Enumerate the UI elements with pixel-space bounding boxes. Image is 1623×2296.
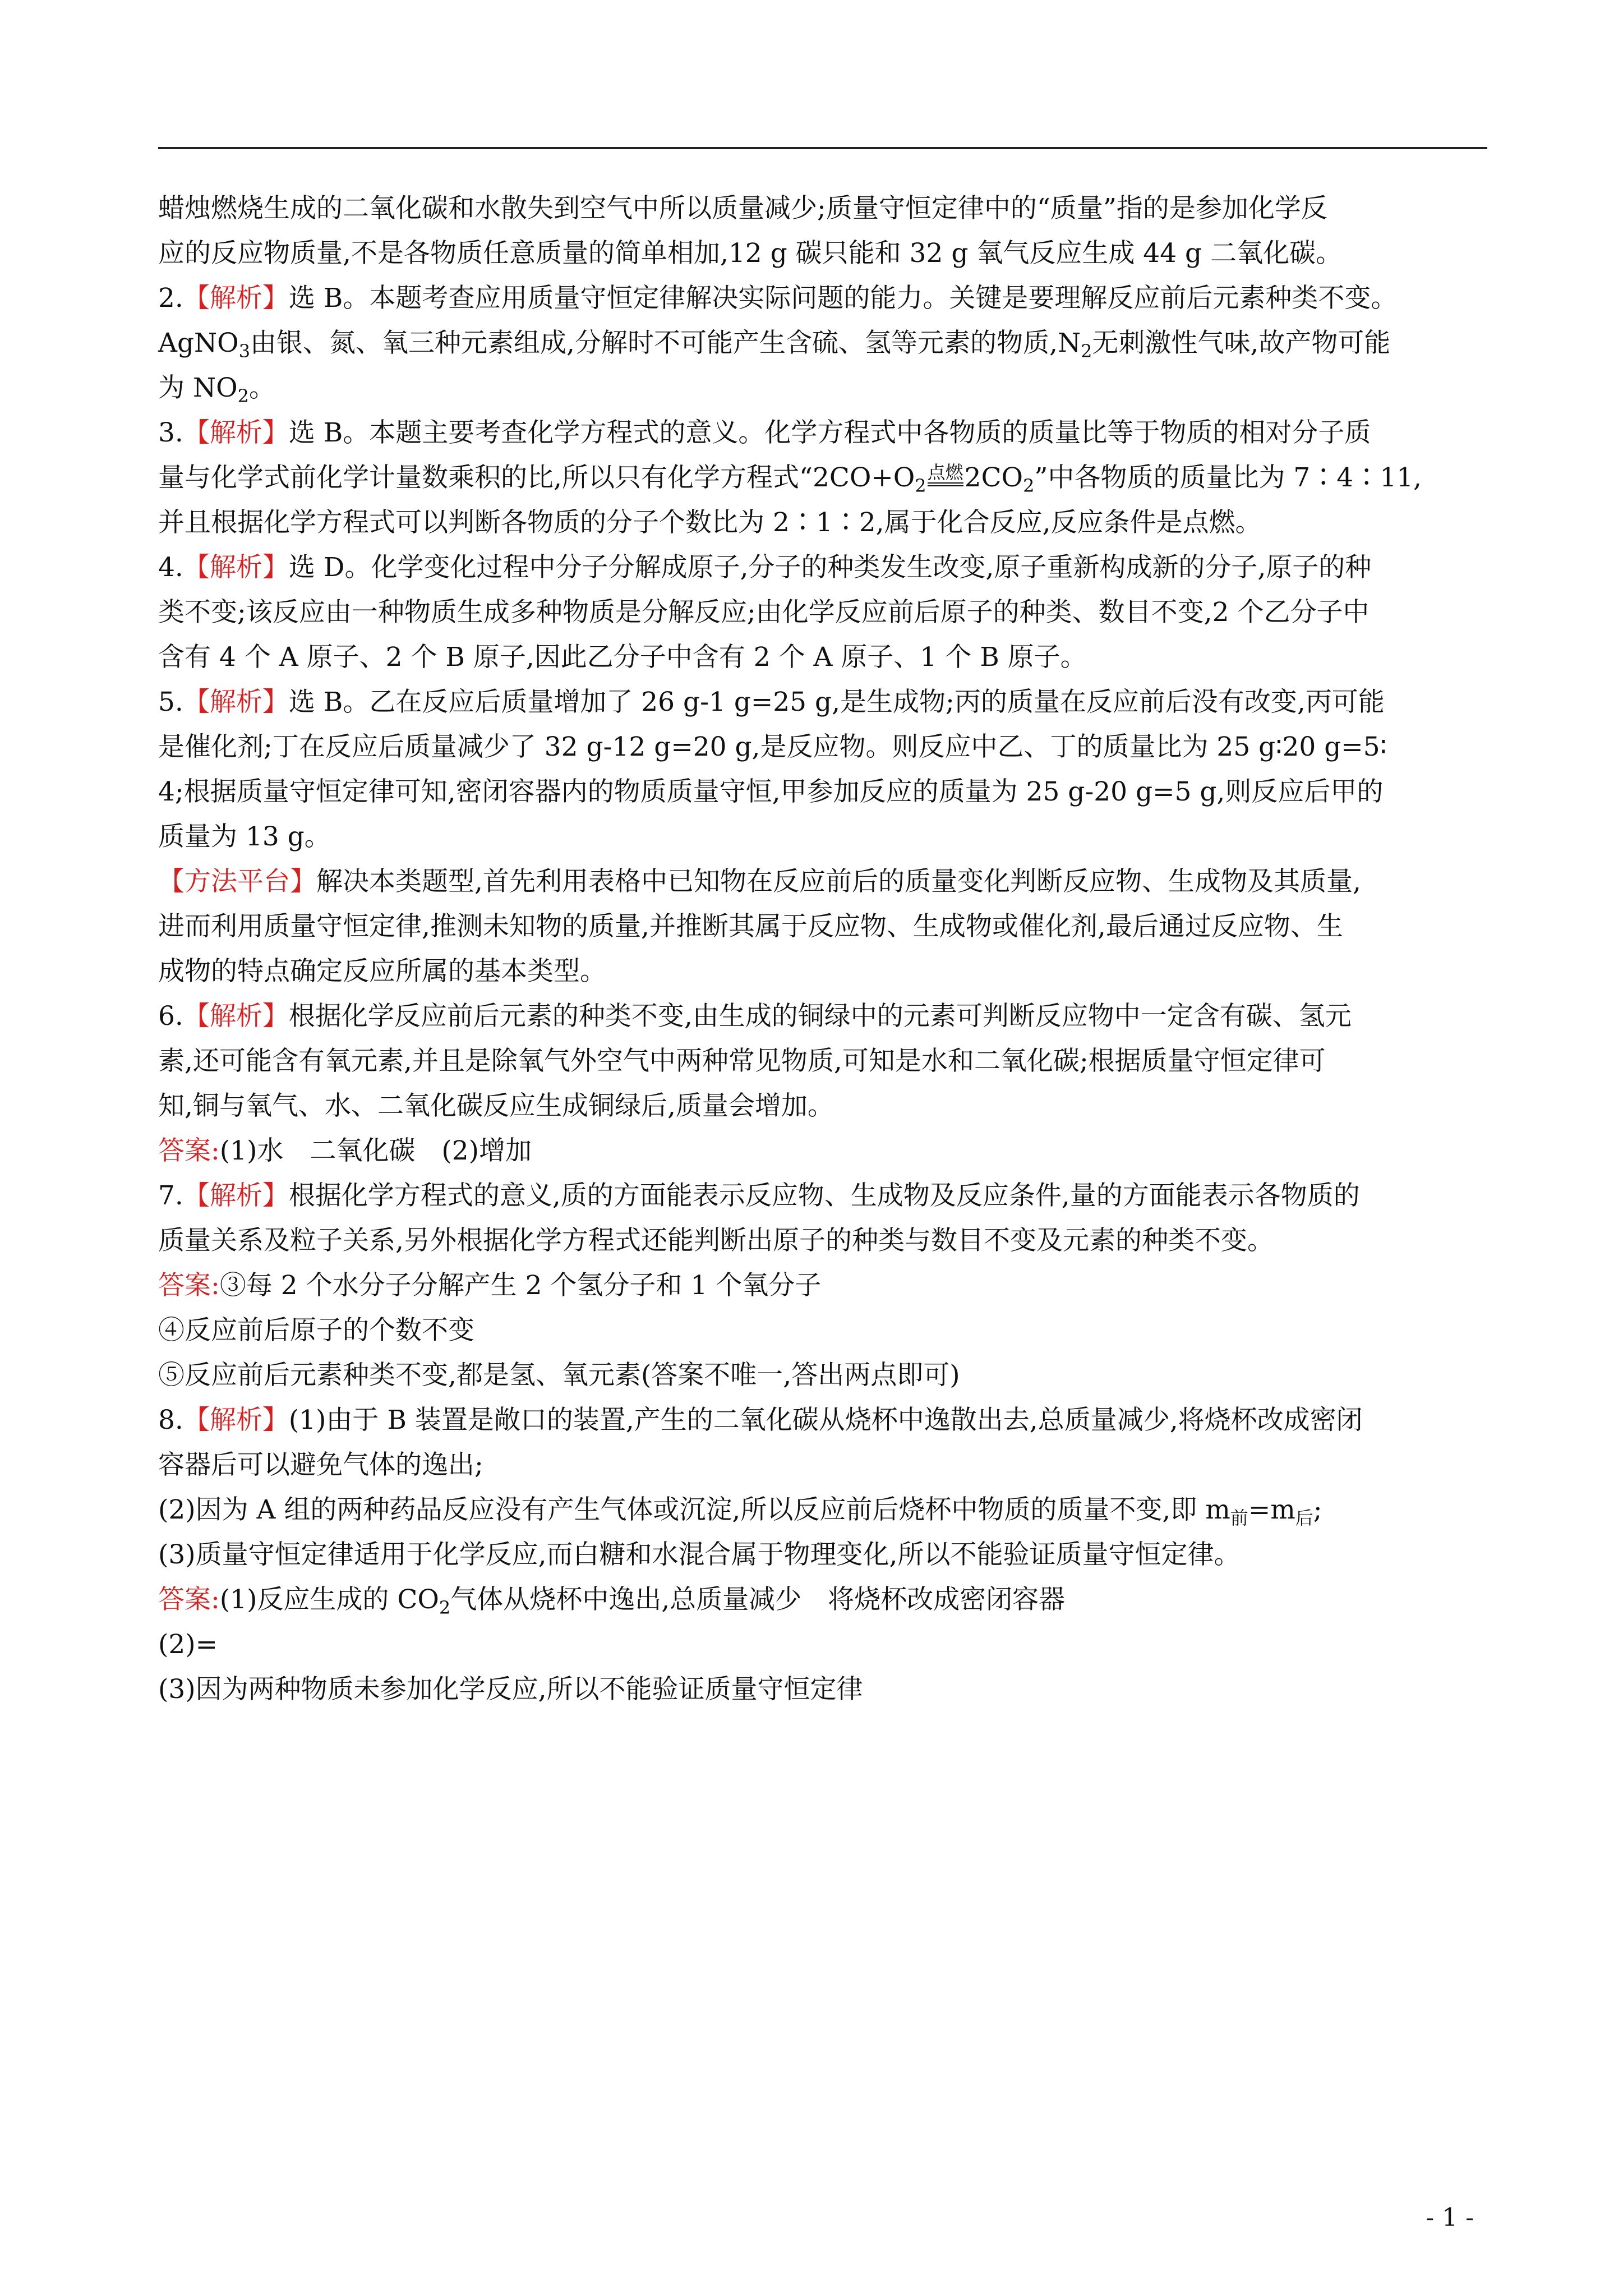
item-3-line: 3.【解析】选 B。本题主要考查化学方程式的意义。化学方程式中各物质的质量比等于物质的相对分子质 xyxy=(158,417,1371,448)
item-7-line: 7.【解析】根据化学方程式的意义,质的方面能表示反应物、生成物及反应条件,量的方面能表示各物质的 xyxy=(158,1180,1360,1211)
item-number: 2. xyxy=(158,283,183,314)
item-number: 8. xyxy=(158,1405,183,1435)
text-line: 并且根据化学方程式可以判断各物质的分子个数比为 2∶1∶2,属于化合反应,反应条件是点燃。 xyxy=(158,507,1262,538)
answer-label: 答案: xyxy=(158,1584,220,1615)
text-line: 为 $NO_2$。 xyxy=(158,372,275,407)
text-line: 成物的特点确定反应所属的基本类型。 xyxy=(158,956,606,987)
text-line: 进而利用质量守恒定律,推测未知物的质量,并推断其属于反应物、生成物或催化剂,最后通过反应物、生 xyxy=(158,911,1343,942)
text-line: ⑤反应前后元素种类不变,都是氢、氧元素(答案不唯一,答出两点即可) xyxy=(158,1360,960,1391)
text-line: 质量为 13 g。 xyxy=(158,821,331,852)
text-line: (2)因为 A 组的两种药品反应没有产生气体或沉淀,所以反应前后烧杯中物质的质量不变,即 $m_前=m_后$; xyxy=(158,1494,1322,1529)
text-line: 类不变;该反应由一种物质生成多种物质是分解反应;由化学反应前后原子的种类、数目不变,2 个乙分子中 xyxy=(158,597,1370,628)
analysis-label: 【解析】 xyxy=(183,1001,289,1032)
method-label: 【方法平台】 xyxy=(158,866,316,897)
item-number: 7. xyxy=(158,1180,183,1211)
reaction-condition: 点燃 xyxy=(926,463,965,486)
analysis-label: 【解析】 xyxy=(183,417,289,448)
text-line: 容器后可以避免气体的逸出; xyxy=(158,1450,483,1480)
text-line: 量与化学式前化学计量数乘积的比,所以只有化学方程式“$2CO+O_2$点燃 $2CO_2$”中各物质的质量比为 7∶4∶11, xyxy=(158,462,1422,496)
page-number: - 1 - xyxy=(1426,2203,1474,2232)
item-8-line: 8.【解析】(1)由于 B 装置是敞口的装置,产生的二氧化碳从烧杯中逸散出去,总质量减少,将烧杯改成密闭 xyxy=(158,1405,1363,1435)
text-line: 知,铜与氧气、水、二氧化碳反应生成铜绿后,质量会增加。 xyxy=(158,1091,834,1121)
text-line: 4;根据质量守恒定律可知,密闭容器内的物质质量守恒,甲参加反应的质量为 25 g-20 g=5 g,则反应后甲的 xyxy=(158,776,1384,807)
answer-label: 答案: xyxy=(158,1270,220,1301)
item-number: 3. xyxy=(158,417,183,448)
analysis-label: 【解析】 xyxy=(183,1405,289,1435)
text-line: 是催化剂;丁在反应后质量减少了 32 g-12 g=20 g,是反应物。则反应中乙、丁的质量比为 25 g∶20 g=5∶ xyxy=(158,731,1387,762)
analysis-label: 【解析】 xyxy=(183,552,289,583)
answer-label: 答案: xyxy=(158,1135,220,1166)
document-body xyxy=(158,186,1487,1712)
analysis-label: 【解析】 xyxy=(183,283,289,314)
item-number: 5. xyxy=(158,687,183,717)
text-line: (3)因为两种物质未参加化学反应,所以不能验证质量守恒定律 xyxy=(158,1674,863,1705)
text-line: 蜡烛燃烧生成的二氧化碳和水散失到空气中所以质量减少;质量守恒定律中的“质量”指的是参加化学反 xyxy=(158,193,1327,224)
text-line: 应的反应物质量,不是各物质任意质量的简单相加,12 g 碳只能和 32 g 氧气反应生成 44 g 二氧化碳。 xyxy=(158,238,1343,269)
analysis-label: 【解析】 xyxy=(183,1180,289,1211)
item-5-line: 5.【解析】选 B。乙在反应后质量增加了 26 g-1 g=25 g,是生成物;丙的质量在反应前后没有改变,丙可能 xyxy=(158,687,1385,717)
analysis-label: 【解析】 xyxy=(183,687,289,717)
item-number: 4. xyxy=(158,552,183,583)
method-line: 【方法平台】解决本类题型,首先利用表格中已知物在反应前后的质量变化判断反应物、生成物及其质量, xyxy=(158,866,1361,897)
item-number: 6. xyxy=(158,1001,183,1032)
header-rule xyxy=(158,147,1487,149)
chemical-equation: $2CO+O_2$点燃 $2CO_2$ xyxy=(812,462,1035,496)
text-line: ④反应前后原子的个数不变 xyxy=(158,1315,474,1346)
answer-line: 答案:③每 2 个水分子分解产生 2 个氢分子和 1 个氧分子 xyxy=(158,1270,822,1301)
text-line: (3)质量守恒定律适用于化学反应,而白糖和水混合属于物理变化,所以不能验证质量守恒定律。 xyxy=(158,1539,1241,1570)
item-4-line: 4.【解析】选 D。化学变化过程中分子分解成原子,分子的种类发生改变,原子重新构成新的分子,原子的种 xyxy=(158,552,1372,583)
text-line: 素,还可能含有氧元素,并且是除氧气外空气中两种常见物质,可知是水和二氧化碳;根据质量守恒定律可 xyxy=(158,1046,1326,1076)
item-2-line: 2.【解析】选 B。本题考查应用质量守恒定律解决实际问题的能力。关键是要理解反应前后元素种类不变。 xyxy=(158,283,1398,314)
answer-line: 答案:(1)反应生成的 $CO_2$气体从烧杯中逸出,总质量减少 将烧杯改成密闭容器 xyxy=(158,1584,1066,1618)
text-line: 质量关系及粒子关系,另外根据化学方程式还能判断出原子的种类与数目不变及元素的种类不变。 xyxy=(158,1225,1274,1256)
item-6-line: 6.【解析】根据化学反应前后元素的种类不变,由生成的铜绿中的元素可判断反应物中一定含有碳、氢元 xyxy=(158,1001,1352,1032)
formula-n2: N xyxy=(1057,328,1081,358)
text-line: 含有 4 个 A 原子、2 个 B 原子,因此乙分子中含有 2 个 A 原子、1 个 B 原子。 xyxy=(158,642,1087,673)
text-line: AgNO$_3$由银、氮、氧三种元素组成,分解时不可能产生含硫、氢等元素的物质$,N_2$无刺激性气味,故产物可能 xyxy=(158,328,1391,362)
answer-line: 答案:(1)水 二氧化碳 (2)增加 xyxy=(158,1135,532,1166)
formula-agno3: AgNO xyxy=(158,328,239,358)
text-line: (2)= xyxy=(158,1629,218,1660)
